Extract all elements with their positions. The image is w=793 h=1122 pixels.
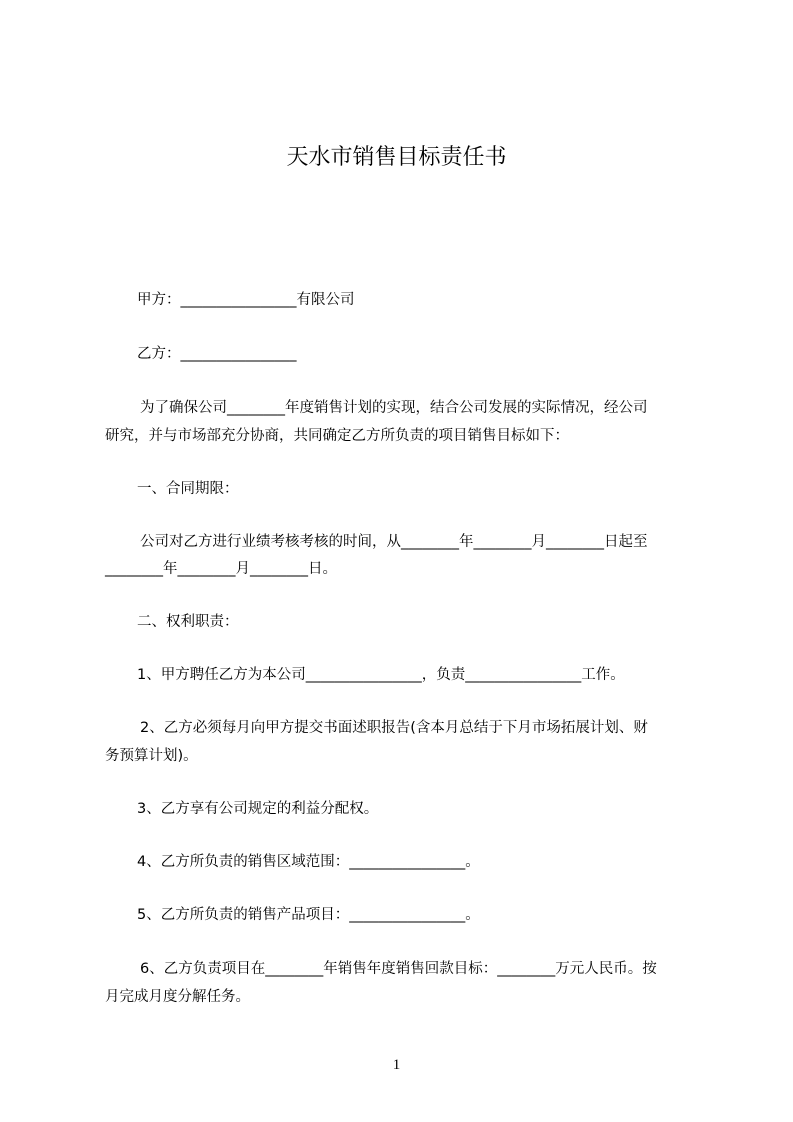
party-b-line: 乙方：________________ [137, 346, 297, 362]
list-item-6-line-2: 月完成月度分解任务。 [105, 989, 250, 1005]
party-a-line: 甲方：________________有限公司 [137, 292, 355, 308]
list-item-3: 3、乙方享有公司规定的利益分配权。 [137, 801, 379, 817]
contract-period-line-2: ________年________月________日。 [105, 561, 337, 577]
section-heading-contract-period: 一、合同期限： [137, 481, 239, 497]
list-item-4: 4、乙方所负责的销售区域范围：________________。 [137, 854, 480, 870]
contract-period-line-1: 公司对乙方进行业绩考核考核的时间，从________年________月________日起至 [140, 534, 648, 550]
list-item-5: 5、乙方所负责的销售产品项目：________________。 [137, 907, 480, 923]
intro-paragraph-line-1: 为了确保公司________年度销售计划的实现，结合公司发展的实际情况，经公司 [140, 400, 648, 416]
section-heading-rights-duties: 二、权利职责： [137, 614, 239, 630]
intro-paragraph-line-2: 研究，并与市场部充分协商，共同确定乙方所负责的项目销售目标如下： [105, 428, 569, 444]
list-item-2-line-1: 2、乙方必须每月向甲方提交书面述职报告(含本月总结于下月市场拓展计划、财 [140, 720, 648, 736]
document-title: 天水市销售目标责任书 [286, 145, 507, 170]
page-number: 1 [392, 1057, 401, 1073]
list-item-6-line-1: 6、乙方负责项目在________年销售年度销售回款目标：________万元人民币。按 [140, 961, 657, 977]
list-item-1: 1、甲方聘任乙方为本公司________________，负责________________工作。 [137, 667, 625, 683]
list-item-2-line-2: 务预算计划)。 [105, 748, 198, 764]
